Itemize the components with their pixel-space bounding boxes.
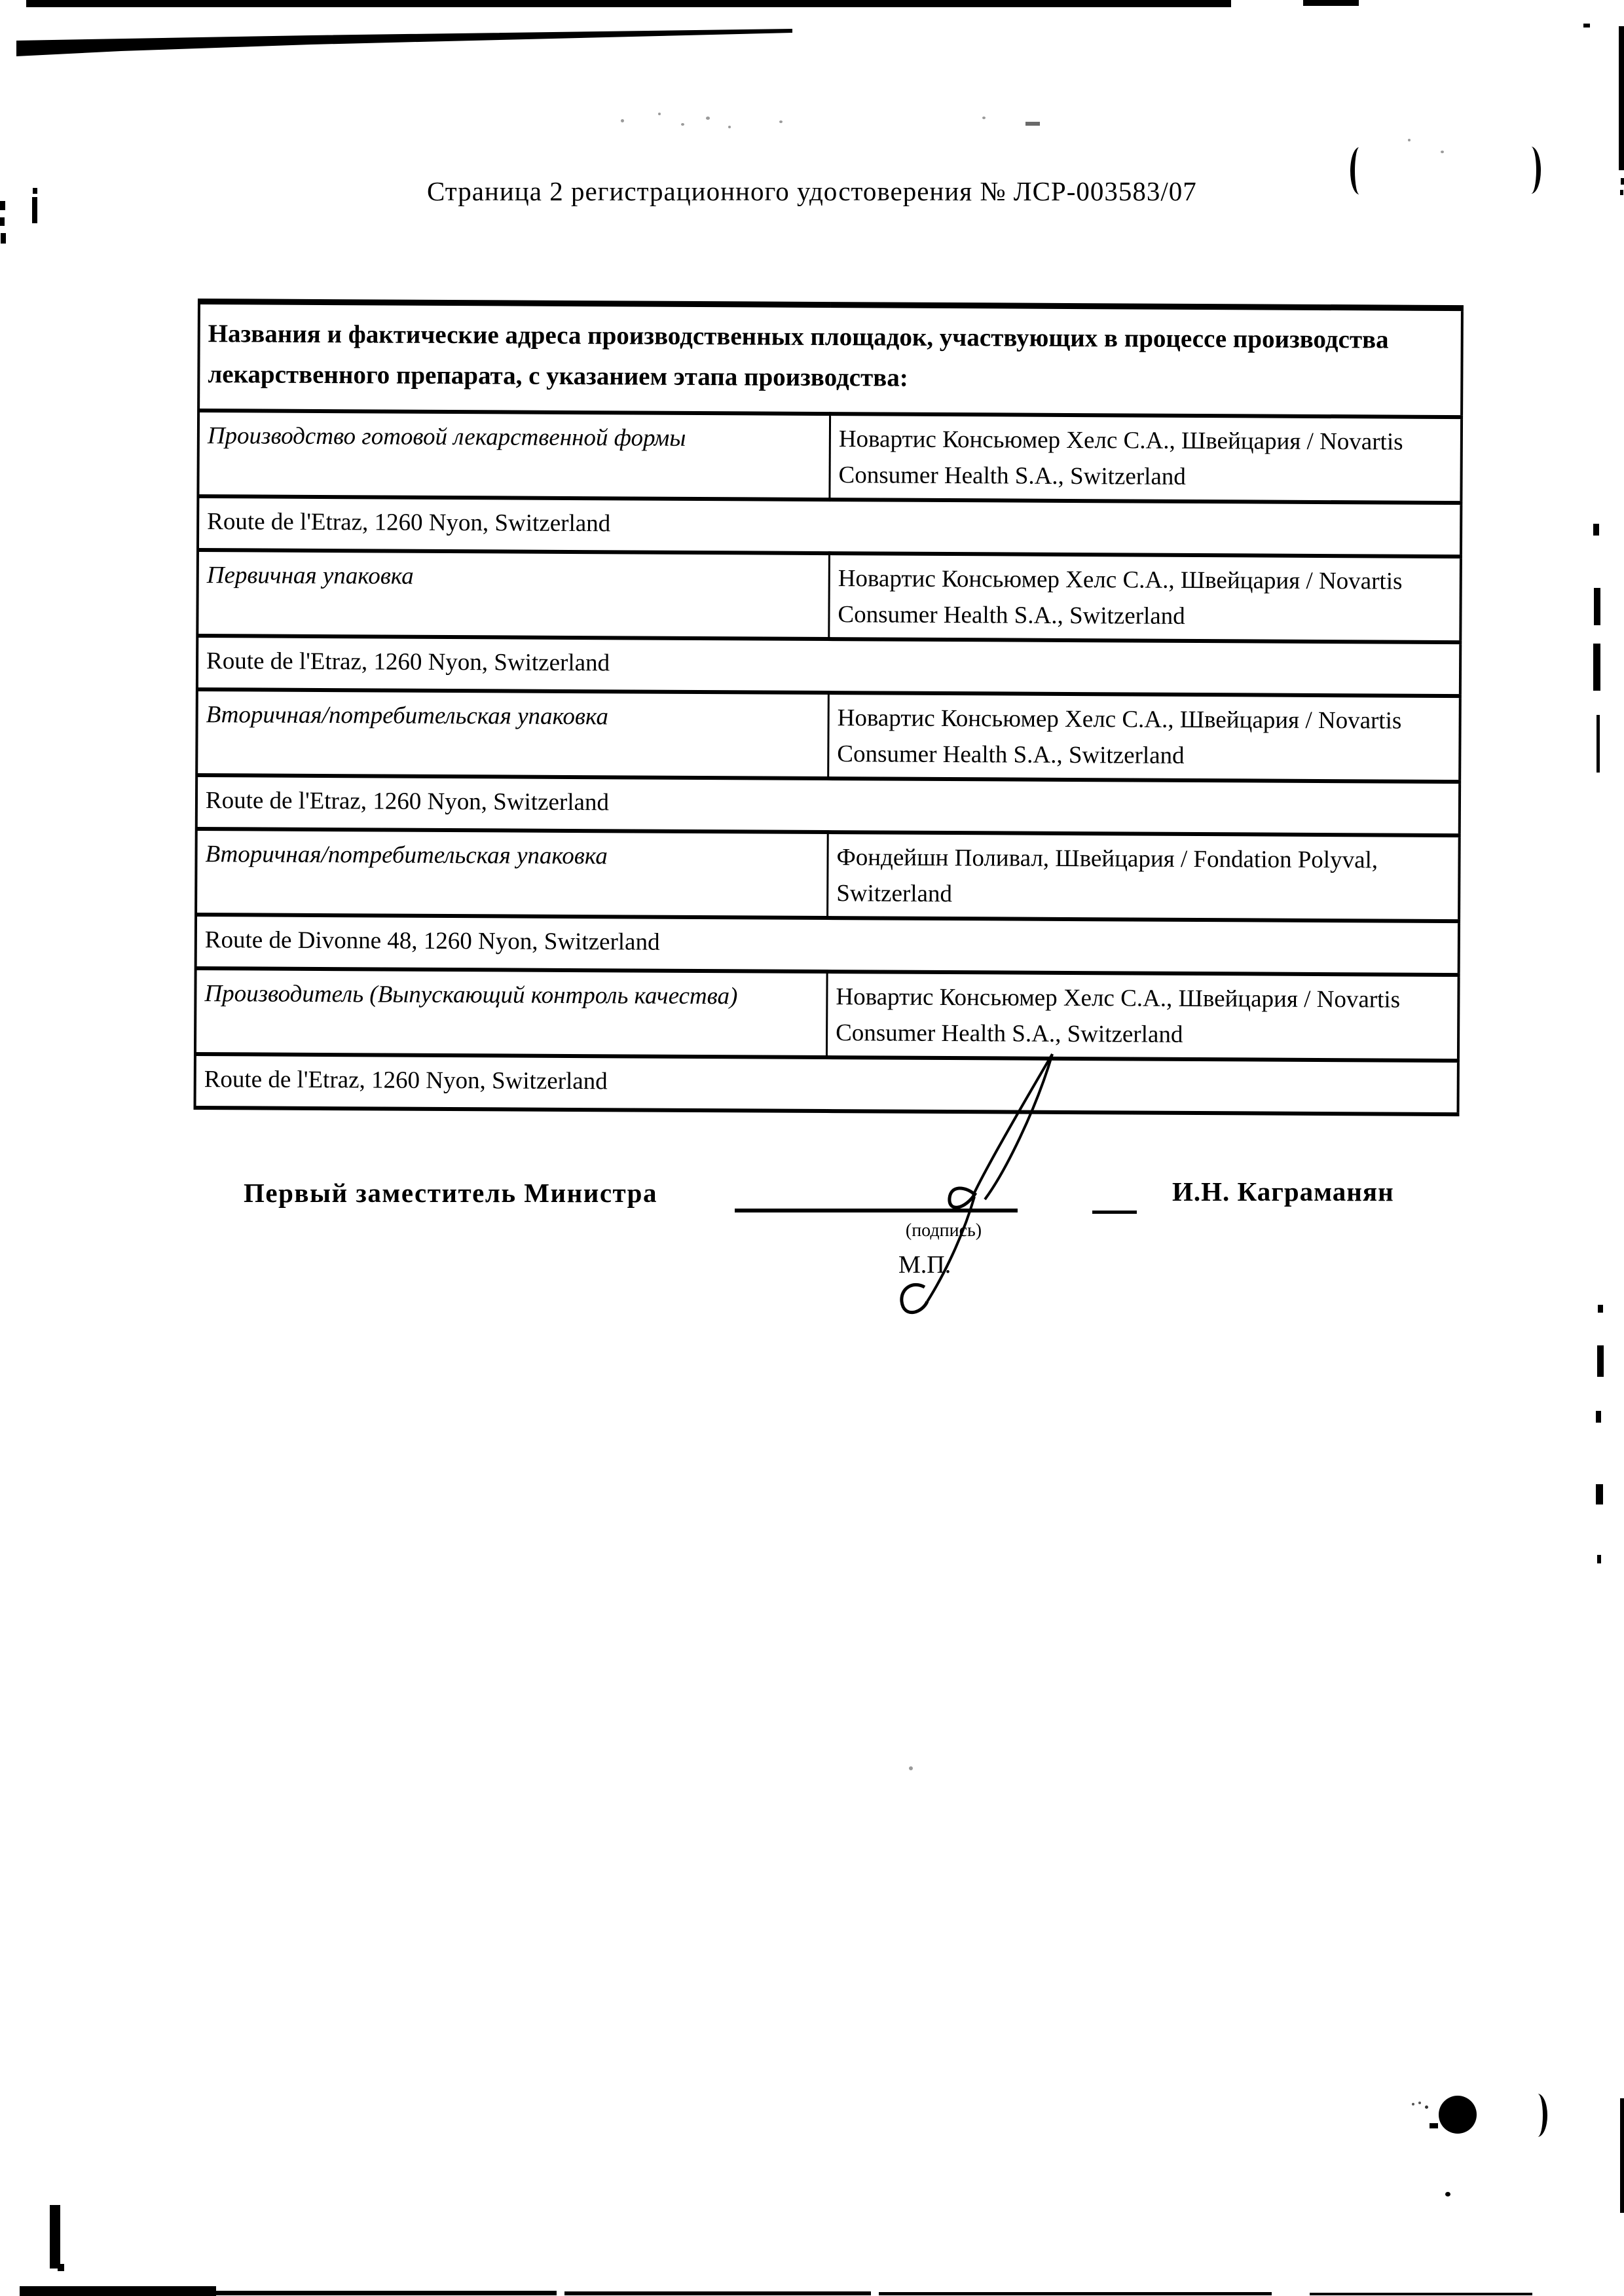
signature-line-dash <box>1092 1211 1137 1214</box>
scan-artifact-bottom-line <box>879 2292 1272 2295</box>
signer-name: И.Н. Каграманян <box>1172 1176 1394 1207</box>
table-row <box>196 775 1460 835</box>
stage-cell: Производство готовой лекарственной формы <box>198 410 830 500</box>
scan-artifact-bottom-left-foot <box>58 2264 64 2271</box>
scan-artifact-right-dash <box>1598 1305 1603 1313</box>
scan-artifact-i-mark-bar <box>32 197 37 223</box>
scan-speck <box>1425 2105 1428 2109</box>
scan-artifact-right-edge-bit <box>1621 178 1624 185</box>
scan-speck <box>909 1766 913 1770</box>
manufacturer-cell: Новартис Консьюмер Хелс С.А., Швейцария / Novartis Consumer Health S.A., Switzerland <box>830 414 1462 503</box>
scan-artifact-ink-blot <box>1439 2096 1477 2134</box>
table-row <box>196 829 1460 921</box>
table-title: Названия и фактические адреса производственных площадок, участвующих в процессе производства лекарственного препарата, с указанием этапа производства: <box>198 302 1462 417</box>
scan-artifact-left-dash <box>0 201 5 210</box>
scan-artifact-small-dot <box>1445 2192 1450 2196</box>
scan-artifact-close-paren-bottom <box>1531 2094 1547 2137</box>
scan-artifact-right-edge-top <box>1619 26 1624 170</box>
stage-cell: Вторичная/потребительская упаковка <box>196 829 828 918</box>
table-row <box>195 968 1459 1061</box>
manufacturer-cell: Новартис Консьюмер Хелс С.А., Швейцария / Novartis Consumer Health S.A., Switzerland <box>826 972 1458 1061</box>
manufacturer-cell: Новартис Консьюмер Хелс С.А., Швейцария / Novartis Consumer Health S.A., Switzerland <box>829 553 1461 642</box>
scan-artifact-bottom-line <box>564 2291 871 2295</box>
manufacturing-sites-table <box>194 299 1464 1116</box>
stage-cell: Первичная упаковка <box>197 550 829 639</box>
scan-speck <box>621 119 624 122</box>
scan-speck <box>658 113 661 115</box>
scan-artifact-right-dash <box>1593 524 1599 536</box>
table-title-row <box>198 302 1462 417</box>
signature-caption: (подпись) <box>905 1220 982 1241</box>
scan-speck <box>1418 2102 1421 2104</box>
scan-artifact-right-dash <box>1596 1411 1601 1423</box>
scan-artifact-right-edge-bottom <box>1620 2098 1624 2213</box>
table-row <box>198 410 1462 503</box>
signer-position-title: Первый заместитель Министра <box>244 1178 657 1208</box>
address-cell: Route de l'Etraz, 1260 Nyon, Switzerland <box>198 496 1461 556</box>
scan-artifact-bottom-bar-thick <box>20 2286 216 2296</box>
scan-artifact-streak <box>16 26 802 62</box>
scan-artifact-right-dash <box>1593 644 1600 691</box>
scan-artifact-right-dash <box>1597 1555 1601 1563</box>
scan-artifact-i-mark-dot <box>33 188 37 194</box>
scan-artifact-right-dash <box>1594 588 1600 625</box>
scan-artifact-top-right-tick <box>1583 24 1590 27</box>
scan-artifact-blot-tail <box>1430 2123 1438 2128</box>
table-row <box>195 1054 1458 1114</box>
scan-artifact-bottom-left-bar <box>50 2205 60 2269</box>
scan-artifact-close-paren <box>1524 147 1541 194</box>
address-cell: Route de Divonne 48, 1260 Nyon, Switzerland <box>196 915 1459 975</box>
stage-cell: Производитель (Выпускающий контроль качества) <box>195 968 827 1057</box>
scan-artifact-right-dash <box>1597 1345 1604 1377</box>
table-row <box>197 550 1461 642</box>
table-row <box>196 915 1459 975</box>
scan-speck <box>681 123 684 126</box>
scan-artifact-right-dash <box>1596 715 1600 773</box>
scan-speck <box>706 117 710 120</box>
scan-artifact-bottom-line <box>1310 2293 1532 2295</box>
table-row <box>196 689 1460 782</box>
scan-artifact-top-bar <box>26 0 1231 7</box>
stage-cell: Вторичная/потребительская упаковка <box>196 689 828 778</box>
handwritten-signature <box>864 1034 1087 1322</box>
address-cell: Route de l'Etraz, 1260 Nyon, Switzerland <box>195 1054 1458 1114</box>
address-cell: Route de l'Etraz, 1260 Nyon, Switzerland <box>196 775 1460 835</box>
scan-speck <box>779 120 783 123</box>
manufacturer-cell: Фондейшн Поливал, Швейцария / Fondation Polyval, Switzerland <box>828 832 1460 921</box>
scan-speck <box>1408 139 1411 141</box>
scan-speck <box>982 117 986 119</box>
scan-speck <box>1412 2103 1414 2105</box>
scan-artifact-right-dash <box>1596 1484 1603 1504</box>
scan-speck <box>728 126 731 128</box>
scan-artifact-top-bar-segment <box>1303 0 1359 6</box>
table-row <box>198 496 1461 556</box>
scan-artifact-right-edge-bit <box>1620 190 1623 195</box>
page-header: Страница 2 регистрационного удостоверения № ЛСР-003583/07 <box>427 176 1197 206</box>
manufacturer-cell: Новартис Консьюмер Хелс С.А., Швейцария / Novartis Consumer Health S.A., Switzerland <box>828 693 1460 782</box>
table-row <box>197 636 1460 696</box>
scan-speck-dash <box>1025 122 1040 126</box>
scan-speck <box>1441 151 1444 153</box>
scan-artifact-left-dash <box>0 217 5 226</box>
scan-artifact-left-dash <box>1 233 6 244</box>
scan-artifact-open-paren <box>1350 147 1365 194</box>
address-cell: Route de l'Etraz, 1260 Nyon, Switzerland <box>197 636 1460 696</box>
stamp-place-label: М.П. <box>898 1251 951 1279</box>
scan-artifact-bottom-line <box>216 2291 557 2295</box>
